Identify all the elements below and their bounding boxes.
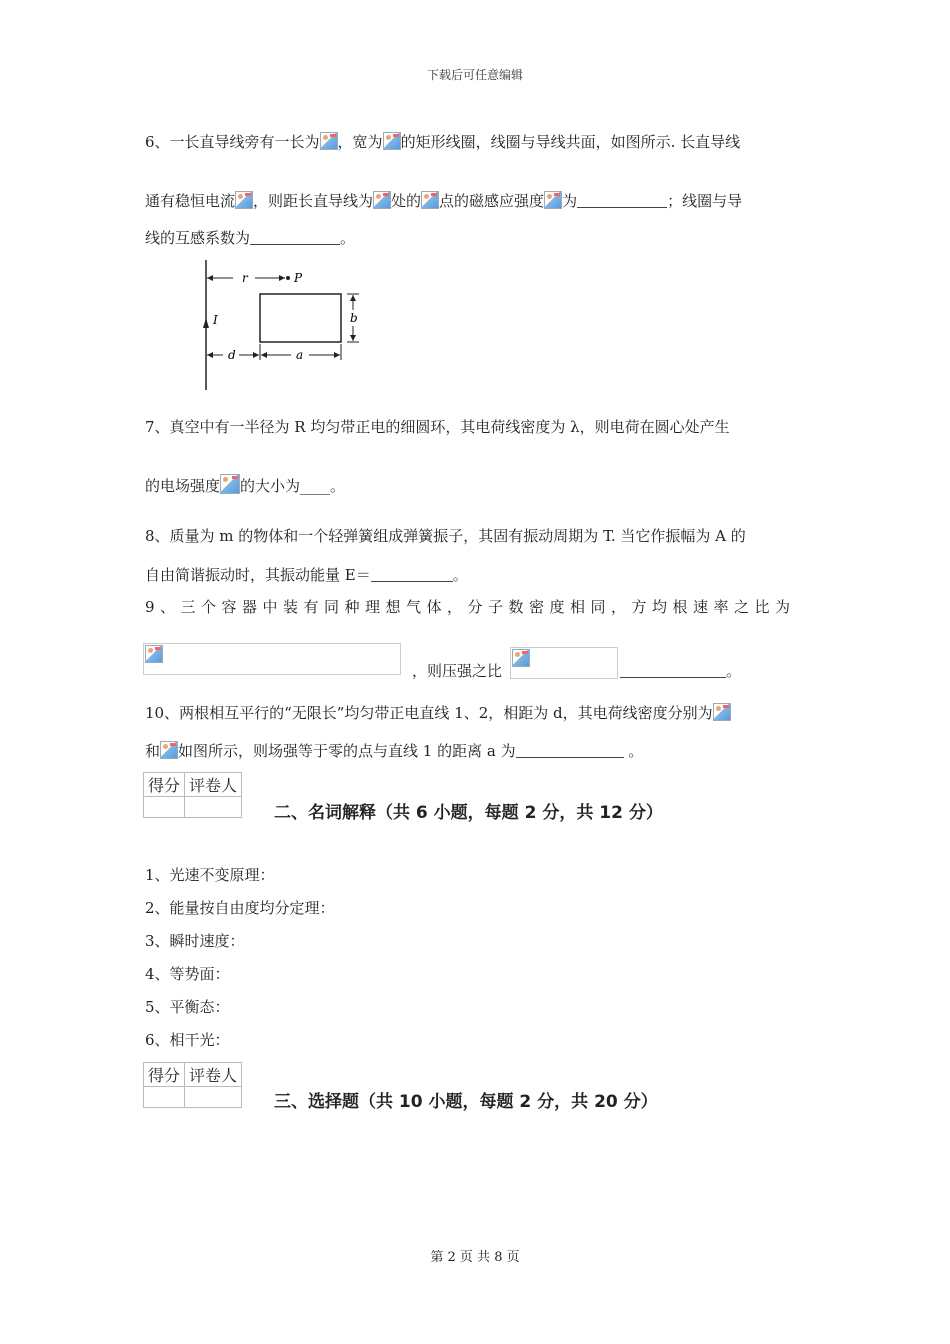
- answer-blank[interactable]: [516, 743, 624, 758]
- score-header: 得分: [144, 1063, 185, 1087]
- broken-image-icon: [320, 132, 338, 150]
- score-cell[interactable]: [144, 797, 185, 818]
- r-arrow-right: [279, 275, 285, 281]
- q6-text: 6、一长直导线旁有一长为: [145, 133, 320, 151]
- q6-text: ，宽为: [337, 133, 383, 151]
- q7-text: 的大小为: [240, 477, 301, 495]
- b-arrow-top: [350, 295, 356, 301]
- broken-image-icon: [220, 474, 240, 494]
- q10-line2: [145, 740, 643, 762]
- broken-image-icon: [235, 191, 253, 209]
- grader-header: 评卷人: [185, 773, 242, 797]
- score-cell[interactable]: [144, 1087, 185, 1108]
- section-title: 三、选择题（共 10 小题，每题 2 分，共 20 分）: [274, 1092, 658, 1112]
- q10-text: 。: [623, 742, 644, 760]
- list-item: 1、光速不变原理：: [145, 866, 275, 884]
- score-table: [143, 772, 242, 818]
- q7-line1: 7、真空中有一半径为 R 均匀带正电的细圆环，其电荷线密度为 λ，则电荷在圆心处产生: [145, 418, 730, 436]
- q8-text: 自由简谐振动时，其振动能量 E＝: [145, 566, 371, 584]
- broken-image-icon: [383, 132, 401, 150]
- label-P: P: [294, 271, 303, 285]
- q6-line3: [145, 227, 355, 249]
- q6-text: 为: [562, 192, 578, 210]
- q10-line1: [145, 702, 731, 724]
- d-arrow-left: [207, 352, 213, 358]
- q10-text: 和: [145, 742, 161, 760]
- q6-text: 处的: [391, 192, 422, 210]
- b-arrow-bottom: [350, 335, 356, 341]
- ratio-image-box: [510, 647, 618, 679]
- wire-loop-diagram: [195, 258, 370, 392]
- score-table: [143, 1062, 242, 1108]
- q9-line2: ，则压强之比: [412, 662, 503, 680]
- list-item: 6、相干光：: [145, 1031, 230, 1049]
- q9-blank-line: [620, 660, 741, 682]
- label-d: d: [228, 348, 236, 362]
- q6-text: 。: [340, 229, 356, 247]
- answer-blank[interactable]: [371, 567, 453, 582]
- r-arrow-left: [207, 275, 213, 281]
- q6-text: 的矩形线圈，线圈与导线共面，如图所示. 长直导线: [400, 133, 741, 151]
- grader-cell[interactable]: [185, 1087, 242, 1108]
- answer-blank[interactable]: [577, 193, 667, 208]
- answer-blank[interactable]: [250, 230, 340, 245]
- label-a: a: [296, 348, 304, 362]
- grader-header: 评卷人: [185, 1063, 242, 1087]
- point-P: [286, 276, 290, 280]
- d-arrow-right: [253, 352, 259, 358]
- broken-image-icon: [544, 191, 562, 209]
- page-footer: 第 2 页 共 8 页: [430, 1250, 520, 1265]
- q8-line2: [145, 564, 468, 586]
- q10-text: 10、两根相互平行的“无限长”均匀带正电直线 1、2，相距为 d，其电荷线密度分别为: [145, 704, 713, 722]
- q6-text: ，则距长直导线为: [253, 192, 374, 210]
- broken-image-icon: [713, 703, 731, 721]
- broken-image-icon: [512, 649, 530, 667]
- q6-line1: [145, 131, 740, 153]
- label-b: b: [350, 311, 358, 325]
- rect-loop: [260, 294, 341, 342]
- list-item: 2、能量按自由度均分定理：: [145, 899, 335, 917]
- q7-line2: [145, 474, 345, 497]
- broken-image-icon: [421, 191, 439, 209]
- broken-image-icon: [373, 191, 391, 209]
- q6-text: 线的互感系数为: [145, 229, 251, 247]
- broken-image-icon: [160, 741, 178, 759]
- q10-text: 如图所示，则场强等于零的点与直线 1 的距离 a 为: [178, 742, 516, 760]
- q9-text: 。: [726, 662, 742, 680]
- q7-text: 的电场强度: [145, 477, 221, 495]
- section-title: 二、名词解释（共 6 小题，每题 2 分，共 12 分）: [274, 803, 663, 823]
- broken-image-icon: [145, 645, 163, 663]
- q6-text: ；线圈与导: [667, 192, 743, 210]
- current-arrow: [203, 318, 209, 328]
- q6-text: 点的磁感应强度: [439, 192, 545, 210]
- list-item: 3、瞬时速度：: [145, 932, 245, 950]
- q8-text: 。: [452, 566, 468, 584]
- a-arrow-right: [334, 352, 340, 358]
- answer-blank[interactable]: ____: [300, 477, 331, 495]
- label-r: r: [242, 271, 248, 285]
- ratio-image-box: [143, 643, 401, 675]
- list-item: 5、平衡态：: [145, 998, 230, 1016]
- q6-text: 通有稳恒电流: [145, 192, 236, 210]
- a-arrow-left: [261, 352, 267, 358]
- grader-cell[interactable]: [185, 797, 242, 818]
- q7-text: 。: [330, 477, 346, 495]
- answer-blank[interactable]: [620, 663, 726, 678]
- q8-line1: 8、质量为 m 的物体和一个轻弹簧组成弹簧振子，其固有振动周期为 T. 当它作振幅为 A 的: [145, 527, 746, 545]
- score-header: 得分: [144, 773, 185, 797]
- q9-line1: 9、三个容器中装有同种理想气体，分子数密度相同，方均根速率之比为: [145, 598, 796, 616]
- list-item: 4、等势面：: [145, 965, 230, 983]
- q6-line2: [145, 190, 742, 212]
- label-I: I: [213, 313, 218, 327]
- page-header: 下载后可任意编辑: [426, 68, 523, 82]
